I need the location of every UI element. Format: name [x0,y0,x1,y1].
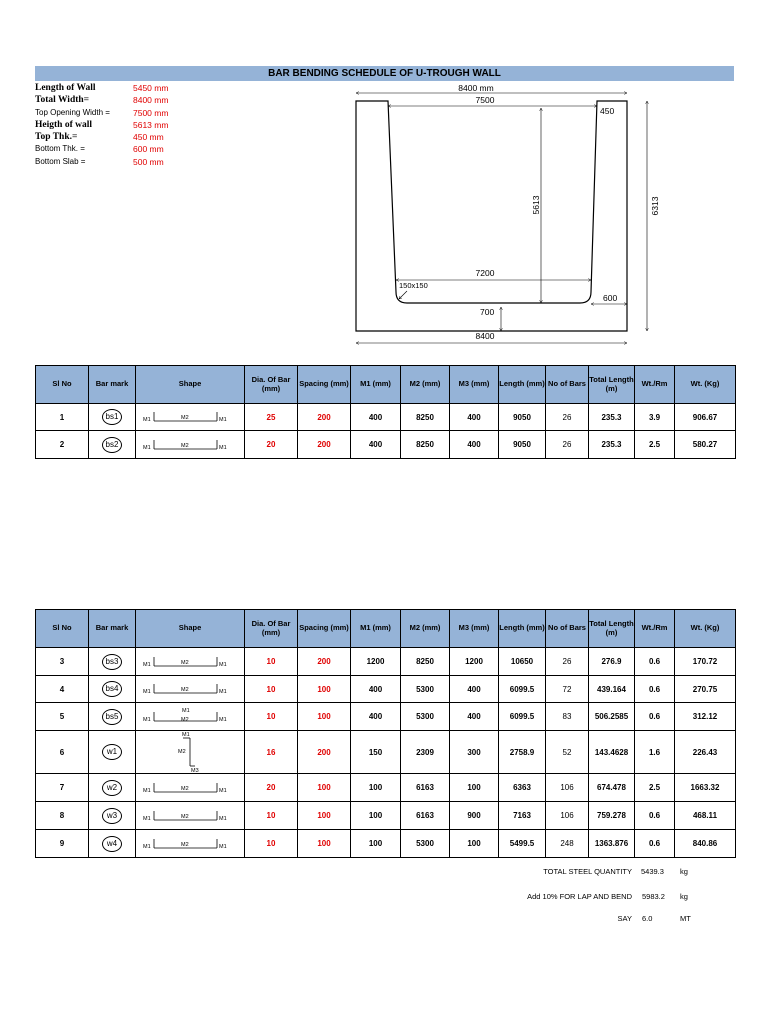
dim-inner-height: 5613 [531,195,541,215]
column-header: No of Bars [546,610,589,648]
dia-cell: 10 [245,802,298,830]
bar-mark: bs1 [102,409,122,425]
bar-mark-cell [89,703,136,731]
dim-bottom-width: 8400 [475,331,495,341]
summary-label: TOTAL STEEL QUANTITY [543,867,632,876]
m1-cell: 150 [351,731,401,774]
bbs-table-base-slab [35,365,736,459]
sl-no-cell: 6 [36,731,89,774]
summary-value: 5983.2 [642,892,665,901]
wt-rm-cell: 2.5 [635,774,675,802]
bars-cell: 106 [546,802,589,830]
bar-mark: bs4 [102,681,122,697]
total-length-cell: 235.3 [589,404,635,431]
m1-cell: 400 [351,404,401,431]
spacing-cell: 100 [298,830,351,858]
spacing-cell: 200 [298,404,351,431]
column-header: Spacing (mm) [298,366,351,404]
summary-value: 6.0 [642,914,653,923]
wt-rm-cell: 3.9 [635,404,675,431]
shape-dimension-label: M1 [219,417,227,423]
bar-mark-cell [89,431,136,459]
dim-outer-height: 6313 [650,196,660,216]
bar-shape-u [142,833,238,855]
column-header: Shape [136,366,245,404]
total-length-cell: 143.4628 [589,731,635,774]
bar-mark: w2 [102,780,122,796]
table-row [36,830,736,858]
total-length-cell: 1363.876 [589,830,635,858]
dia-cell: 10 [245,830,298,858]
shape-cell [136,731,245,774]
wall-parameters [35,83,235,169]
column-header: M1 (mm) [351,610,401,648]
spacing-cell: 200 [298,431,351,459]
param-value: 5450 mm [133,83,169,93]
sl-no-cell: 3 [36,648,89,676]
bars-cell: 248 [546,830,589,858]
table-row [36,676,736,703]
param-row [35,157,235,169]
shape-cell [136,802,245,830]
shape-dimension-label: M1 [143,843,151,850]
param-value: 500 mm [133,156,164,167]
param-value: 5613 mm [133,119,169,130]
sl-no-cell: 1 [36,404,89,431]
column-header: M3 (mm) [450,610,499,648]
summary-label: Add 10% FOR LAP AND BEND [527,892,632,901]
shape-dimension-label: M2 [181,687,189,693]
table-row [36,802,736,830]
bar-mark-cell [89,774,136,802]
bar-mark: bs2 [102,437,122,453]
bar-mark: w4 [102,836,122,852]
bar-mark-cell [89,648,136,676]
bar-shape-u [142,777,238,799]
bar-shape-u [142,706,238,728]
m2-cell: 8250 [401,648,450,676]
length-cell: 10650 [499,648,546,676]
param-value: 450 mm [133,132,164,143]
table-row [36,648,736,676]
bar-mark: w3 [102,808,122,824]
wt-rm-cell: 0.6 [635,676,675,703]
length-cell: 6099.5 [499,676,546,703]
m2-cell: 6163 [401,802,450,830]
bars-cell: 106 [546,774,589,802]
u-trough-section-diagram [345,80,675,350]
spacing-cell: 200 [298,731,351,774]
column-header: Sl No [36,610,89,648]
param-value: 8400 mm [133,95,169,106]
table-row [36,404,736,431]
m3-cell: 1200 [450,648,499,676]
column-header: Dia. Of Bar (mm) [245,610,298,648]
shape-dimension-label: M2 [181,785,189,792]
m1-cell: 100 [351,830,401,858]
column-header: Dia. Of Bar (mm) [245,366,298,404]
shape-dimension-label: M2 [181,415,189,421]
shape-dimension-label: M1 [219,444,227,451]
column-header: No of Bars [546,366,589,404]
column-header: Wt./Rm [635,366,675,404]
bar-shape-u [142,678,238,700]
bbs-table-wall [35,609,736,858]
summary-row [0,914,768,926]
param-label: Length of Wall [35,83,96,93]
shape-cell [136,774,245,802]
sl-no-cell: 7 [36,774,89,802]
shape-dimension-label: M1 [182,732,190,738]
shape-dimension-label: M1 [143,444,151,451]
total-length-cell: 235.3 [589,431,635,459]
length-cell: 2758.9 [499,731,546,774]
dia-cell: 10 [245,648,298,676]
m2-cell: 5300 [401,676,450,703]
table-row [36,703,736,731]
m1-cell: 400 [351,431,401,459]
bars-cell: 26 [546,404,589,431]
column-header: Wt./Rm [635,610,675,648]
bar-mark-cell [89,404,136,431]
param-label: Top Thk.= [35,132,78,143]
dia-cell: 20 [245,774,298,802]
column-header: Bar mark [89,610,136,648]
weight-cell: 468.11 [675,802,736,830]
m3-cell: 400 [450,703,499,731]
spacing-cell: 100 [298,676,351,703]
dia-cell: 16 [245,731,298,774]
wt-rm-cell: 0.6 [635,802,675,830]
wt-rm-cell: 0.6 [635,648,675,676]
bar-shape-u [142,406,238,428]
bar-mark: w1 [102,744,122,760]
bars-cell: 72 [546,676,589,703]
weight-cell: 270.75 [675,676,736,703]
summary-label: SAY [617,914,632,923]
length-cell: 7163 [499,802,546,830]
bar-mark-cell [89,830,136,858]
column-header: Total Length (m) [589,610,635,648]
total-length-cell: 506.2585 [589,703,635,731]
column-header: Shape [136,610,245,648]
sl-no-cell: 4 [36,676,89,703]
shape-dimension-label: M2 [181,659,189,666]
shape-dimension-label: M1 [219,689,227,695]
param-label: Heigth of wall [35,119,92,130]
column-header: Wt. (Kg) [675,610,736,648]
param-row [35,132,235,144]
column-header: M2 (mm) [401,610,450,648]
m2-cell: 5300 [401,703,450,731]
m1-cell: 100 [351,802,401,830]
column-header: Sl No [36,366,89,404]
summary-unit: MT [680,914,691,923]
spacing-cell: 100 [298,774,351,802]
param-label: Bottom Thk. = [35,144,85,154]
m2-cell: 8250 [401,404,450,431]
total-length-cell: 759.278 [589,802,635,830]
param-label: Total Width= [35,95,90,106]
shape-dimension-label: M1 [143,815,151,822]
sl-no-cell: 9 [36,830,89,858]
shape-dimension-label: M1 [182,707,190,714]
bar-shape-l [155,731,225,773]
column-header: Bar mark [89,366,136,404]
spacing-cell: 100 [298,802,351,830]
shape-cell [136,676,245,703]
shape-dimension-label: M1 [219,787,227,794]
bar-mark: bs5 [102,709,122,725]
shape-cell [136,703,245,731]
bars-cell: 26 [546,431,589,459]
shape-dimension-label: M1 [143,689,151,695]
dim-top-opening: 7500 [475,95,495,105]
section-outline [356,101,627,331]
dia-cell: 20 [245,431,298,459]
m1-cell: 400 [351,703,401,731]
column-header: Length (mm) [499,366,546,404]
weight-cell: 840.86 [675,830,736,858]
weight-cell: 1663.32 [675,774,736,802]
param-row [35,108,235,120]
dia-cell: 10 [245,676,298,703]
shape-cell [136,830,245,858]
shape-dimension-label: M2 [181,442,189,449]
bar-mark: bs3 [102,654,122,670]
bar-mark-cell [89,802,136,830]
total-length-cell: 276.9 [589,648,635,676]
dim-fillet: 150x150 [399,281,428,290]
bars-cell: 52 [546,731,589,774]
m3-cell: 300 [450,731,499,774]
shape-cell [136,648,245,676]
shape-dimension-label: M1 [143,716,151,723]
m2-cell: 5300 [401,830,450,858]
wt-rm-cell: 2.5 [635,431,675,459]
length-cell: 6099.5 [499,703,546,731]
bar-mark-cell [89,676,136,703]
param-row [35,120,235,132]
dia-cell: 10 [245,703,298,731]
column-header: Wt. (Kg) [675,366,736,404]
weight-cell: 906.67 [675,404,736,431]
wt-rm-cell: 0.6 [635,830,675,858]
param-label: Top Opening Width = [35,107,110,117]
summary-row [0,892,768,904]
summary-value: 5439.3 [641,867,664,876]
total-length-cell: 674.478 [589,774,635,802]
table-row [36,731,736,774]
bar-mark-cell [89,731,136,774]
param-value: 7500 mm [133,107,169,118]
column-header: Spacing (mm) [298,610,351,648]
param-row [35,83,235,95]
weight-cell: 170.72 [675,648,736,676]
summary-unit: kg [680,892,688,901]
shape-dimension-label: M1 [219,661,227,668]
column-header: M3 (mm) [450,366,499,404]
param-value: 600 mm [133,144,164,155]
weight-cell: 226.43 [675,731,736,774]
param-row [35,95,235,107]
dia-cell: 25 [245,404,298,431]
column-header: Length (mm) [499,610,546,648]
shape-dimension-label: M2 [181,813,189,820]
shape-dimension-label: M1 [143,417,151,423]
length-cell: 9050 [499,431,546,459]
m3-cell: 400 [450,404,499,431]
length-cell: 6363 [499,774,546,802]
sl-no-cell: 2 [36,431,89,459]
m2-cell: 8250 [401,431,450,459]
bar-shape-u [142,805,238,827]
column-header: Total Length (m) [589,366,635,404]
table-row [36,431,736,459]
dim-top-thk: 450 [600,106,615,116]
length-cell: 5499.5 [499,830,546,858]
summary-row [0,867,768,879]
total-length-cell: 439.164 [589,676,635,703]
bar-shape-u [142,434,238,456]
shape-dimension-label: M1 [219,716,227,723]
m3-cell: 400 [450,431,499,459]
schedule-title: BAR BENDING SCHEDULE OF U-TROUGH WALL [35,66,734,81]
m1-cell: 1200 [351,648,401,676]
column-header: M1 (mm) [351,366,401,404]
shape-dimension-label: M3 [191,768,199,773]
m2-cell: 2309 [401,731,450,774]
sl-no-cell: 8 [36,802,89,830]
m3-cell: 400 [450,676,499,703]
shape-dimension-label: M2 [181,716,189,723]
shape-dimension-label: M1 [143,787,151,794]
dim-total-width: 8400 mm [458,83,494,93]
m1-cell: 400 [351,676,401,703]
m3-cell: 900 [450,802,499,830]
spacing-cell: 100 [298,703,351,731]
shape-cell [136,404,245,431]
bar-shape-u [142,651,238,673]
m1-cell: 100 [351,774,401,802]
m3-cell: 100 [450,774,499,802]
shape-dimension-label: M1 [219,843,227,850]
param-row [35,144,235,156]
shape-dimension-label: M1 [219,815,227,822]
column-header: M2 (mm) [401,366,450,404]
param-label: Bottom Slab = [35,156,86,166]
table-row [36,774,736,802]
dim-bottom-thk: 600 [603,293,618,303]
m3-cell: 100 [450,830,499,858]
shape-dimension-label: M2 [178,749,186,755]
dim-slab: 700 [480,307,495,317]
m2-cell: 6163 [401,774,450,802]
shape-dimension-label: M2 [181,841,189,848]
weight-cell: 312.12 [675,703,736,731]
dim-inner-bottom: 7200 [475,268,495,278]
sl-no-cell: 5 [36,703,89,731]
shape-cell [136,431,245,459]
wt-rm-cell: 1.6 [635,731,675,774]
summary-unit: kg [680,867,688,876]
spacing-cell: 200 [298,648,351,676]
bars-cell: 83 [546,703,589,731]
length-cell: 9050 [499,404,546,431]
bars-cell: 26 [546,648,589,676]
weight-cell: 580.27 [675,431,736,459]
wt-rm-cell: 0.6 [635,703,675,731]
shape-dimension-label: M1 [143,661,151,668]
